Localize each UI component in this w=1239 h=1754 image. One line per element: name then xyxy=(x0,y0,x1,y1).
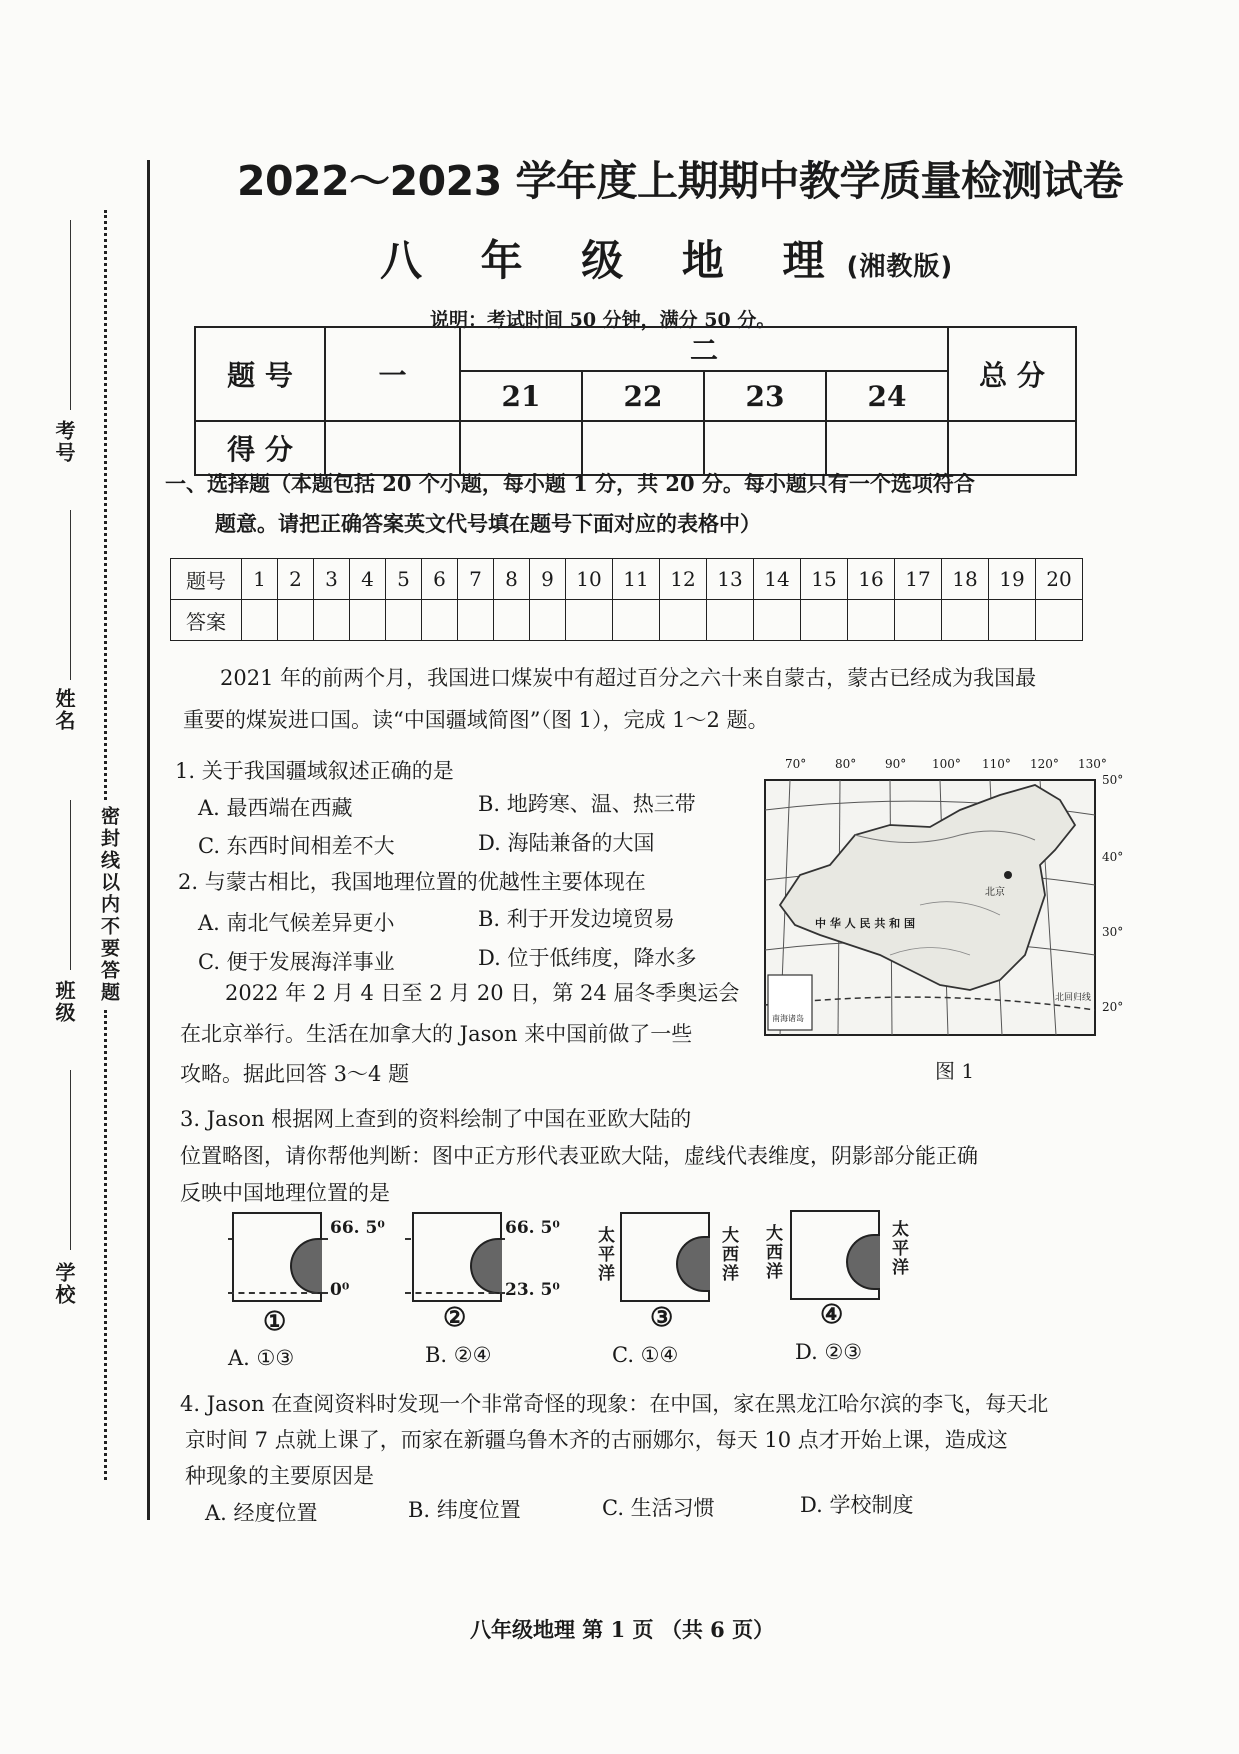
answer-cell[interactable] xyxy=(989,600,1036,641)
edition-label: (湘教版) xyxy=(846,252,954,282)
q3-stem-line1: 3. Jason 根据网上查到的资料绘制了中国在亚欧大陆的 xyxy=(180,1107,692,1131)
answer-table-number-row xyxy=(171,559,1083,600)
passage2-line2: 在北京举行。生活在加拿大的 Jason 来中国前做了一些 xyxy=(180,1022,693,1046)
fig1-top-label: 66. 5⁰ xyxy=(330,1218,385,1238)
answer-num-2: 2 xyxy=(278,559,314,600)
answer-num-11: 11 xyxy=(613,559,660,600)
lat-20: 20° xyxy=(1102,1000,1124,1014)
q3-stem-line2: 位置略图，请你帮他判断：图中正方形代表亚欧大陆，虚线代表维度，阴影部分能正确 xyxy=(180,1144,978,1168)
map-svg xyxy=(760,755,1145,1055)
q3-option-c[interactable]: C. ①④ xyxy=(612,1343,679,1367)
answer-cell[interactable] xyxy=(707,600,754,641)
answer-num-5: 5 xyxy=(386,559,422,600)
q2-option-b[interactable]: B. 利于开发边境贸易 xyxy=(478,907,675,931)
passage2-line1: 2022 年 2 月 4 日至 2 月 20 日，第 24 届冬季奥运会 xyxy=(225,981,740,1005)
answer-num-8: 8 xyxy=(494,559,530,600)
answer-num-6: 6 xyxy=(422,559,458,600)
answer-num-19: 19 xyxy=(989,559,1036,600)
section1-heading-line2: 题意。请把正确答案英文代号填在题号下面对应的表格中） xyxy=(215,511,761,536)
answer-cell[interactable] xyxy=(350,600,386,641)
answer-cell[interactable] xyxy=(613,600,660,641)
label-kaohao: 考号 xyxy=(52,420,76,464)
score-label-tihao: 题 号 xyxy=(195,327,325,421)
q4-option-c[interactable]: C. 生活习惯 xyxy=(602,1496,715,1520)
answer-num-7: 7 xyxy=(458,559,494,600)
answer-num-14: 14 xyxy=(754,559,801,600)
answer-cell[interactable] xyxy=(942,600,989,641)
answer-cell[interactable] xyxy=(895,600,942,641)
answer-num-16: 16 xyxy=(848,559,895,600)
q2-stem: 2. 与蒙古相比，我国地理位置的优越性主要体现在 xyxy=(178,870,646,894)
fig3-right-label: 大西洋 xyxy=(718,1226,738,1283)
fig3-left-label: 太平洋 xyxy=(594,1226,614,1283)
answer-cell[interactable] xyxy=(801,600,848,641)
lat-30: 30° xyxy=(1102,925,1124,939)
map-country-label: 中 华 人 民 共 和 国 xyxy=(815,917,915,930)
answer-cell[interactable] xyxy=(278,600,314,641)
answer-cell[interactable] xyxy=(848,600,895,641)
answer-cell[interactable] xyxy=(458,600,494,641)
answer-table-answer-row xyxy=(171,600,1083,641)
fig2-dash-bottom xyxy=(405,1292,505,1294)
answer-cell[interactable] xyxy=(242,600,278,641)
answer-cell[interactable] xyxy=(494,600,530,641)
exam-title: 2022～2023 学年度上期期中教学质量检测试卷 xyxy=(237,157,1123,205)
q2-option-c[interactable]: C. 便于发展海洋事业 xyxy=(198,950,395,974)
subject-name: 八 年 级 地 理 xyxy=(380,236,847,285)
fig1-dash-bottom xyxy=(228,1292,328,1294)
answer-num-12: 12 xyxy=(660,559,707,600)
seal-dotted-line-bottom xyxy=(104,1010,107,1480)
answer-num-17: 17 xyxy=(895,559,942,600)
fig4-right-label: 太平洋 xyxy=(888,1220,908,1277)
map-inset-label: 南海诸岛 xyxy=(772,1014,804,1023)
score-table xyxy=(194,326,1077,476)
q4-line3: 种现象的主要原因是 xyxy=(185,1464,374,1488)
answer-num-10: 10 xyxy=(566,559,613,600)
q1-option-c[interactable]: C. 东西时间相差不大 xyxy=(198,834,395,858)
q2-option-a[interactable]: A. 南北气候差异更小 xyxy=(198,911,395,935)
q3-stem-line3: 反映中国地理位置的是 xyxy=(180,1181,390,1205)
score-part1: 一 xyxy=(325,327,460,421)
answer-cell[interactable] xyxy=(754,600,801,641)
answer-num-13: 13 xyxy=(707,559,754,600)
beijing-point xyxy=(1004,871,1012,879)
fig1-bottom-label: 0⁰ xyxy=(330,1280,350,1300)
q1-option-b[interactable]: B. 地跨寒、温、热三带 xyxy=(478,792,696,816)
score-sub-22: 22 xyxy=(582,371,704,421)
passage1-line1: 2021 年的前两个月，我国进口煤炭中有超过百分之六十来自蒙古，蒙古已经成为我国最 xyxy=(220,666,1037,690)
fig2-bottom-label: 23. 5⁰ xyxy=(505,1280,560,1300)
fig4-left-label: 大西洋 xyxy=(762,1224,782,1281)
lon-100: 100° xyxy=(932,757,961,771)
seal-dotted-line-top xyxy=(104,210,107,800)
answer-num-9: 9 xyxy=(530,559,566,600)
answer-cell[interactable] xyxy=(422,600,458,641)
passage1-line2: 重要的煤炭进口国。读“中国疆域简图”（图 1），完成 1～2 题。 xyxy=(183,708,769,732)
lon-70: 70° xyxy=(785,757,807,771)
lat-40: 40° xyxy=(1102,850,1124,864)
lon-130: 130° xyxy=(1078,757,1107,771)
q4-option-b[interactable]: B. 纬度位置 xyxy=(408,1498,521,1522)
binding-line xyxy=(147,160,150,1520)
q3-option-a[interactable]: A. ①③ xyxy=(228,1346,295,1370)
q3-option-d[interactable]: D. ②③ xyxy=(795,1340,863,1364)
score-sub-24: 24 xyxy=(826,371,948,421)
score-part2: 二 xyxy=(460,327,948,371)
q4-option-a[interactable]: A. 经度位置 xyxy=(205,1501,318,1525)
section1-heading-line1: 一、选择题（本题包括 20 个小题，每小题 1 分，共 20 分。每小题只有一个选项符合 xyxy=(165,471,975,496)
answer-table xyxy=(170,558,1083,641)
banji-blank-line xyxy=(70,800,71,970)
score-sub-23: 23 xyxy=(704,371,826,421)
lon-80: 80° xyxy=(835,757,857,771)
score-sub-21: 21 xyxy=(460,371,582,421)
exam-subject xyxy=(380,228,953,288)
answer-num-20: 20 xyxy=(1036,559,1083,600)
answer-cell[interactable] xyxy=(566,600,613,641)
page-footer: 八年级地理 第 1 页 （共 6 页） xyxy=(470,1617,775,1642)
map-caption: 图 1 xyxy=(935,1059,975,1083)
xingming-blank-line xyxy=(70,510,71,680)
lon-120: 120° xyxy=(1030,757,1059,771)
label-banji: 班级 xyxy=(52,980,76,1024)
answer-cell[interactable] xyxy=(660,600,707,641)
answer-row-label-daan: 答案 xyxy=(171,600,242,641)
q1-option-d[interactable]: D. 海陆兼备的大国 xyxy=(478,831,655,855)
score-total-label: 总 分 xyxy=(948,327,1076,421)
answer-num-3: 3 xyxy=(314,559,350,600)
lat-50: 50° xyxy=(1102,773,1124,787)
china-territory-map xyxy=(760,755,1145,1083)
map-capital-label: 北京 xyxy=(985,887,1005,898)
answer-num-4: 4 xyxy=(350,559,386,600)
answer-num-1: 1 xyxy=(242,559,278,600)
answer-cell[interactable] xyxy=(314,600,350,641)
q4-line2: 京时间 7 点就上课了，而家在新疆乌鲁木齐的古丽娜尔，每天 10 点才开始上课，造成这 xyxy=(185,1428,1008,1452)
lon-90: 90° xyxy=(885,757,907,771)
xuexiao-blank-line xyxy=(70,1070,71,1250)
answer-row-label-tihao: 题号 xyxy=(171,559,242,600)
map-tropic-label: 北回归线 xyxy=(1055,993,1092,1003)
passage2-line3: 攻略。据此回答 3～4 题 xyxy=(180,1062,410,1086)
answer-num-18: 18 xyxy=(942,559,989,600)
lon-110: 110° xyxy=(982,757,1011,771)
fig1-number: ① xyxy=(263,1307,287,1337)
q1-stem: 1. 关于我国疆域叙述正确的是 xyxy=(175,759,454,783)
q2-option-d[interactable]: D. 位于低纬度，降水多 xyxy=(478,946,697,970)
label-xingming: 姓名 xyxy=(52,688,76,732)
fig2-number: ② xyxy=(443,1303,467,1333)
answer-cell[interactable] xyxy=(530,600,566,641)
seal-warning-text: 密封线以内不要答题 xyxy=(96,800,123,1010)
score-label-defen: 得 分 xyxy=(195,421,325,475)
q4-option-d[interactable]: D. 学校制度 xyxy=(800,1493,914,1517)
fig2-top-label: 66. 5⁰ xyxy=(505,1218,560,1238)
label-xuexiao: 学校 xyxy=(52,1262,76,1306)
answer-cell[interactable] xyxy=(1036,600,1083,641)
fig4-number: ④ xyxy=(820,1300,844,1330)
answer-cell[interactable] xyxy=(386,600,422,641)
kaohao-blank-line xyxy=(70,220,71,410)
answer-num-15: 15 xyxy=(801,559,848,600)
fig3-number: ③ xyxy=(650,1303,674,1333)
q4-line1: 4. Jason 在查阅资料时发现一个非常奇怪的现象：在中国，家在黑龙江哈尔滨的李飞，每天北 xyxy=(180,1392,1049,1416)
exam-note: 说明：考试时间 50 分钟，满分 50 分。 xyxy=(430,309,776,331)
q1-option-a[interactable]: A. 最西端在西藏 xyxy=(198,796,353,820)
q3-option-b[interactable]: B. ②④ xyxy=(425,1343,492,1367)
